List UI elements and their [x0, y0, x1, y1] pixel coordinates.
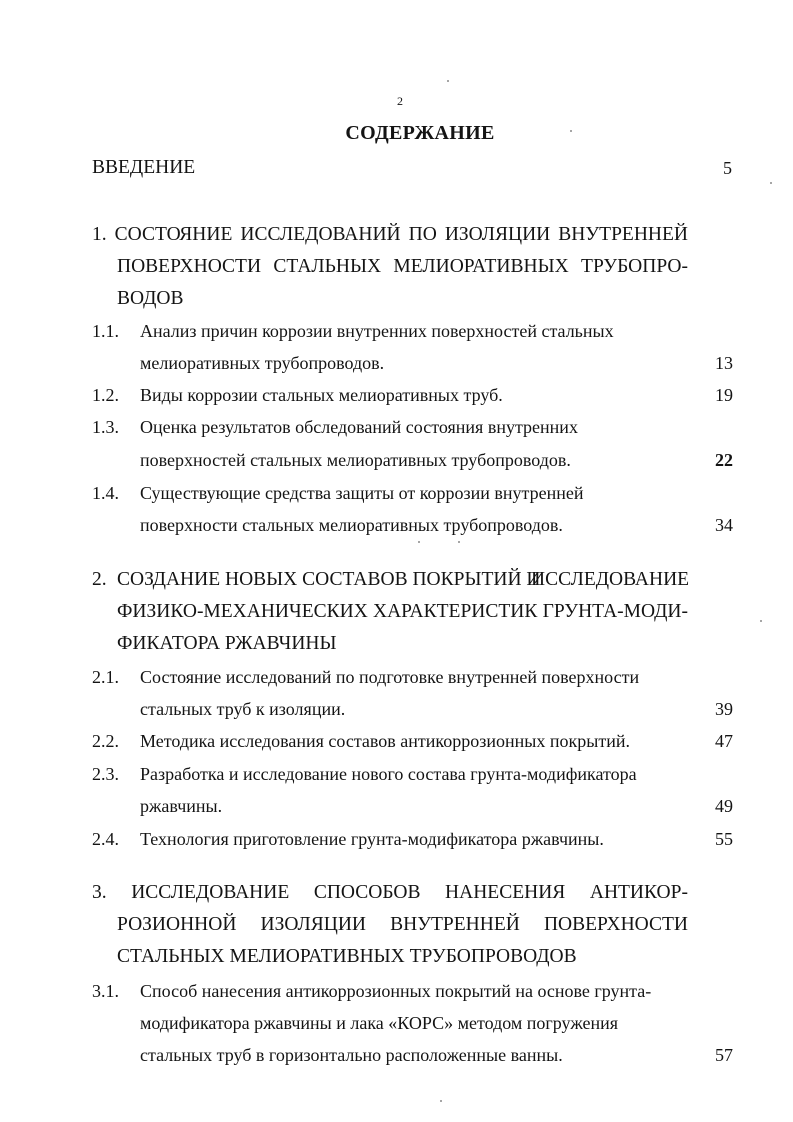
heading-word: ПОВЕРХНОСТИ	[117, 256, 262, 277]
section-title-line: поверхностей стальных мелиоративных трубопроводов.	[140, 450, 571, 470]
section-page: 57	[715, 1045, 733, 1065]
chapter-1-heading-line-2	[117, 256, 688, 278]
scan-speck	[447, 80, 449, 82]
heading-word: ГРУНТА-МОДИ-	[542, 601, 688, 622]
heading-word: ТРУБОПРО-	[581, 256, 688, 277]
section-page: 19	[715, 385, 733, 405]
section-title-line: стальных труб в горизонтально расположенные ванны.	[140, 1045, 563, 1065]
section-number: 3.1.	[92, 981, 119, 1001]
section-title-line: Существующие средства защиты от коррозии внутренней	[140, 483, 584, 503]
chapter-3-heading-line-1	[92, 882, 688, 904]
page-number: 2	[397, 94, 403, 108]
heading-word: ИЗОЛЯЦИИ	[260, 914, 366, 935]
heading-word: МЕЛИОРАТИВНЫХ	[393, 256, 569, 277]
section-page: 22	[715, 450, 733, 470]
heading-word: 3.	[92, 882, 107, 903]
chapter-1-heading-line-1	[92, 224, 688, 246]
scan-speck	[458, 541, 460, 543]
heading-word: РОЗИОННОЙ	[117, 914, 237, 935]
chapter-2-heading-line-3: ФИКАТОРА РЖАВЧИНЫ	[117, 633, 337, 654]
section-title-line: Состояние исследований по подготовке внутренней поверхности	[140, 667, 640, 687]
scan-speck	[760, 620, 762, 622]
heading-word: ВНУТРЕННЕЙ	[390, 914, 520, 935]
heading-word: ВНУТРЕННЕЙ	[558, 224, 688, 245]
heading-word: СПОСОБОВ	[313, 882, 421, 903]
heading-word: 1.	[92, 224, 107, 245]
toc-title: СОДЕРЖАНИЕ	[345, 122, 495, 144]
section-page: 47	[715, 731, 733, 751]
heading-word: ИЗОЛЯЦИИ	[444, 224, 551, 245]
section-title-line: мелиоративных трубопроводов.	[140, 353, 385, 373]
heading-word: СТАЛЬНЫХ	[273, 256, 382, 277]
heading-word: ХАРАКТЕРИСТИК	[373, 601, 538, 622]
chapter-1-heading-line-3: ВОДОВ	[117, 288, 184, 309]
section-page: 34	[715, 515, 733, 535]
heading-word: АНТИКОР-	[589, 882, 688, 903]
section-title-line: Анализ причин коррозии внутренних поверхностей стальных	[140, 321, 614, 341]
scan-speck	[440, 1100, 442, 1102]
section-title-line: Способ нанесения антикоррозионных покрытий на основе грунта-	[140, 981, 652, 1001]
section-title-line: поверхности стальных мелиоративных трубопроводов.	[140, 515, 563, 535]
section-title-line: стальных труб к изоляции.	[140, 699, 346, 719]
scan-speck	[770, 182, 772, 184]
section-page: 39	[715, 699, 733, 719]
scan-speck	[418, 541, 420, 543]
heading-word: ПО	[408, 224, 437, 245]
scan-speck	[570, 130, 572, 132]
section-title-line: Разработка и исследование нового состава грунта-модификатора	[140, 764, 637, 784]
toc-intro-label: ВВЕДЕНИЕ	[92, 157, 196, 178]
section-number: 2.2.	[92, 731, 119, 751]
section-number: 1.4.	[92, 483, 119, 503]
section-title-line: Методика исследования составов антикоррозионных покрытий.	[140, 731, 630, 751]
section-number: 1.1.	[92, 321, 119, 341]
section-title-line: Оценка результатов обследований состояния внутренних	[140, 417, 578, 437]
chapter-2-heading-text: СОЗДАНИЕ НОВЫХ СОСТАВОВ ПОКРЫТИЙ И	[117, 569, 541, 590]
section-number: 2.3.	[92, 764, 119, 784]
heading-word: СОСТОЯНИЕ	[114, 224, 233, 245]
section-title-line: модификатора ржавчины и лака «КОРС» методом погружения	[140, 1013, 619, 1033]
chapter-2-heading-text: ИССЛЕДОВАНИЕ	[531, 569, 690, 590]
section-number: 2.1.	[92, 667, 119, 687]
section-page: 13	[715, 353, 733, 373]
toc-intro-page: 5	[723, 158, 732, 178]
heading-word: НАНЕСЕНИЯ	[445, 882, 566, 903]
section-page: 49	[715, 796, 733, 816]
section-number: 1.3.	[92, 417, 119, 437]
section-title-line: ржавчины.	[140, 796, 223, 816]
heading-word: ПОВЕРХНОСТИ	[543, 914, 688, 935]
section-title-line: Виды коррозии стальных мелиоративных труб.	[140, 385, 503, 405]
chapter-3-heading-line-3: СТАЛЬНЫХ МЕЛИОРАТИВНЫХ ТРУБОПРОВОДОВ	[117, 946, 577, 967]
chapter-2-heading-number: 2.	[92, 569, 107, 590]
section-page: 55	[715, 829, 733, 849]
section-title-line: Технология приготовление грунта-модификатора ржавчины.	[140, 829, 604, 849]
section-number: 2.4.	[92, 829, 119, 849]
heading-word: ИССЛЕДОВАНИЙ	[240, 224, 401, 245]
heading-word: ФИЗИКО-МЕХАНИЧЕСКИХ	[117, 601, 368, 622]
chapter-2-heading-line-2	[117, 601, 688, 623]
heading-word: ИССЛЕДОВАНИЕ	[131, 882, 290, 903]
chapter-3-heading-line-2	[117, 914, 688, 936]
section-number: 1.2.	[92, 385, 119, 405]
